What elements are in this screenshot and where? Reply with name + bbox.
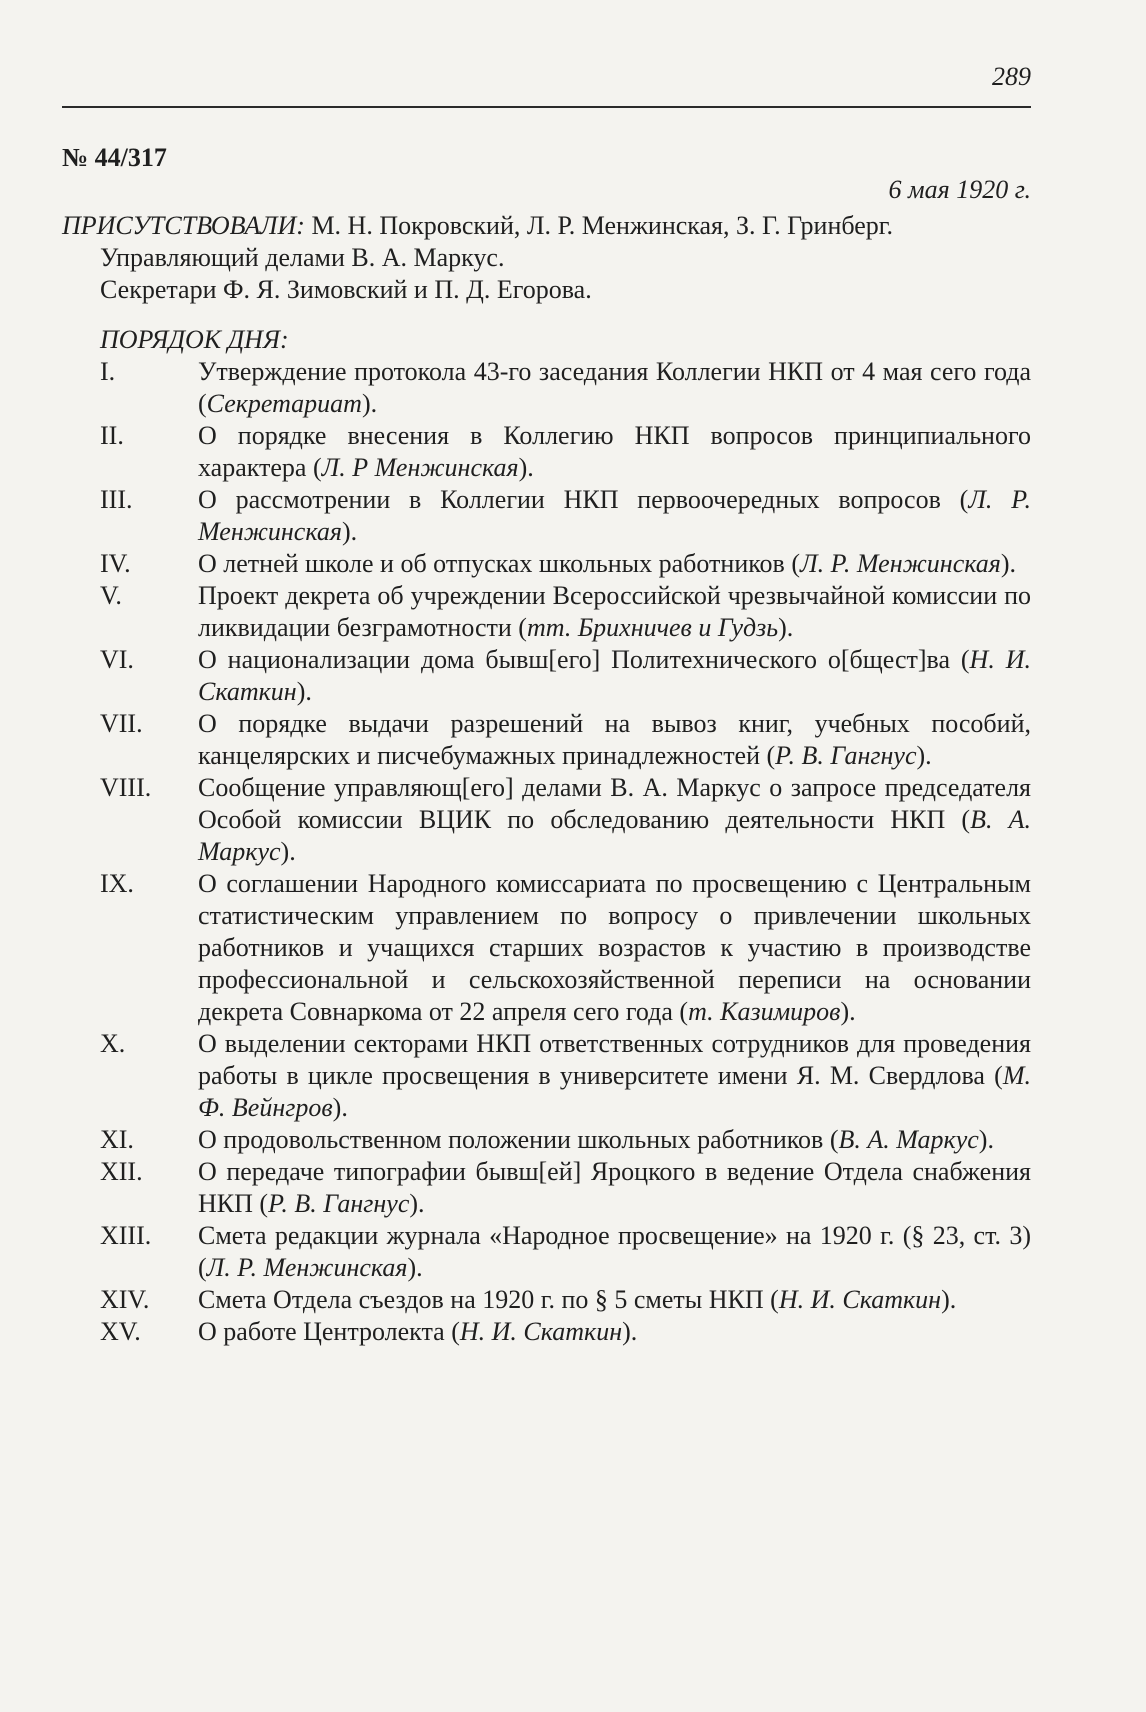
agenda-item [62, 1124, 1031, 1156]
agenda-item-number: XI. [100, 1125, 134, 1154]
agenda-item [62, 644, 1031, 708]
attendees-names: М. Н. Покровский, Л. Р. Менжинская, З. Г. Гринберг. [311, 211, 894, 240]
agenda-item-number: XIII. [100, 1221, 152, 1250]
agenda-item-speaker: Р. В. Гангнус [775, 741, 917, 770]
agenda-item [62, 548, 1031, 580]
agenda-item-text: О национализации дома бывш[его] Политехнического о[бщест]ва (Н. И. Скаткин). [198, 645, 1031, 706]
agenda-item-text: О порядке внесения в Коллегию НКП вопросов принципиального характера (Л. Р Менжинская). [198, 421, 1031, 482]
agenda-item [62, 484, 1031, 548]
agenda-list [62, 356, 1031, 1348]
agenda-item-number: X. [100, 1029, 126, 1058]
agenda-item [62, 1284, 1031, 1316]
agenda-item-text: О работе Центролекта (Н. И. Скаткин). [198, 1317, 638, 1346]
agenda-item [62, 420, 1031, 484]
agenda-item-speaker: Н. И. Скаткин [198, 645, 1031, 706]
agenda-item-text: Проект декрета об учреждении Всероссийской чрезвычайной комиссии по ликвидации безграмотности (тт. Брихничев и Гудзь). [198, 581, 1031, 642]
agenda-item-speaker: Н. И. Скаткин [778, 1285, 942, 1314]
agenda-item-number: IX. [100, 869, 134, 898]
agenda-item-text: О рассмотрении в Коллегии НКП первоочередных вопросов (Л. Р. Менжинская). [198, 485, 1032, 546]
agenda-item [62, 1220, 1031, 1284]
agenda-item [62, 868, 1031, 1028]
agenda-item-speaker: Л. Р Менжинская [321, 453, 519, 482]
agenda-item-text: О выделении секторами НКП ответственных сотрудников для проведения работы в цикле просвещения в университете имени Я. М. Свердлова (М. Ф. Вейнгров). [198, 1029, 1031, 1122]
agenda-item-text: О передаче типографии бывш[ей] Яроцкого в ведение Отдела снабжения НКП (Р. В. Гангнус). [198, 1157, 1031, 1218]
agenda-item-number: VI. [100, 645, 134, 674]
agenda-item-number: VII. [100, 709, 143, 738]
agenda-item [62, 1028, 1031, 1124]
page-number: 289 [992, 62, 1031, 91]
agenda-item-text: О порядке выдачи разрешений на вывоз книг, учебных пособий, канцелярских и писчебумажных принадлежностей (Р. В. Гангнус). [198, 709, 1031, 770]
agenda-item-number: III. [100, 485, 133, 514]
attendees-label: ПРИСУТСТВОВАЛИ: [62, 211, 305, 240]
agenda-item-number: XV. [100, 1317, 141, 1346]
agenda-item [62, 708, 1031, 772]
document-number: № 44/317 [62, 143, 167, 172]
agenda-heading: ПОРЯДОК ДНЯ: [100, 325, 289, 354]
secretaries-line: Секретари Ф. Я. Зимовский и П. Д. Егорова. [100, 275, 592, 304]
agenda-item-speaker: Н. И. Скаткин [459, 1317, 623, 1346]
agenda-item-text: О продовольственном положении школьных работников (В. А. Маркус). [198, 1125, 994, 1154]
agenda-item-speaker: Р. В. Гангнус [268, 1189, 410, 1218]
agenda-item [62, 772, 1031, 868]
agenda-item [62, 356, 1031, 420]
manager-line: Управляющий делами В. А. Маркус. [100, 243, 505, 272]
agenda-item-speaker: т. Казимиров [688, 997, 841, 1026]
agenda-item-speaker: М. Ф. Вейнгров [198, 1061, 1031, 1122]
document-body [62, 142, 1031, 1348]
agenda-item-speaker: Л. Р. Менжинская [198, 485, 1032, 546]
agenda-item-speaker: В. А. Маркус [198, 805, 1031, 866]
agenda-item-speaker: тт. Брихничев и Гудзь [526, 613, 779, 642]
agenda-item-number: I. [100, 357, 116, 386]
agenda-item-number: V. [100, 581, 122, 610]
agenda-item-number: VIII. [100, 773, 152, 802]
agenda-item [62, 1156, 1031, 1220]
agenda-item [62, 1316, 1031, 1348]
agenda-item-number: XII. [100, 1157, 143, 1186]
agenda-item-text: Смета редакции журнала «Народное просвещение» на 1920 г. (§ 23, ст. 3) (Л. Р. Менжинская). [198, 1221, 1031, 1282]
agenda-item [62, 580, 1031, 644]
agenda-item-speaker: В. А. Маркус [838, 1125, 979, 1154]
agenda-item-text: О соглашении Народного комиссариата по просвещению с Центральным статистическим управлением по вопросу о привлечении школьных работников и учащихся старших возрастов к участию в производстве профессиональной и сельскохозяйственной переписи на основании декрета Совнаркома от 22 апреля сего года (т. Казимиров). [198, 869, 1031, 1026]
attendees-line [62, 210, 1031, 242]
header-rule [62, 106, 1031, 108]
agenda-item-text: О летней школе и об отпусках школьных работников (Л. Р. Менжинская). [198, 549, 1017, 578]
agenda-item-number: XIV. [100, 1285, 150, 1314]
agenda-item-speaker: Секретариат [206, 389, 362, 418]
agenda-item-text: Смета Отдела съездов на 1920 г. по § 5 сметы НКП (Н. И. Скаткин). [198, 1285, 957, 1314]
agenda-item-speaker: Л. Р. Менжинская [206, 1253, 408, 1282]
agenda-item-speaker: Л. Р. Менжинская [800, 549, 1001, 578]
agenda-item-number: IV. [100, 549, 131, 578]
agenda-item-text: Утверждение протокола 43-го заседания Коллегии НКП от 4 мая сего года (Секретариат). [198, 357, 1031, 418]
document-date: 6 мая 1920 г. [888, 175, 1031, 204]
agenda-item-number: II. [100, 421, 124, 450]
agenda-item-text: Сообщение управляющ[его] делами В. А. Маркус о запросе председателя Особой комиссии ВЦИК по обследованию деятельности НКП (В. А. Маркус). [198, 773, 1031, 866]
